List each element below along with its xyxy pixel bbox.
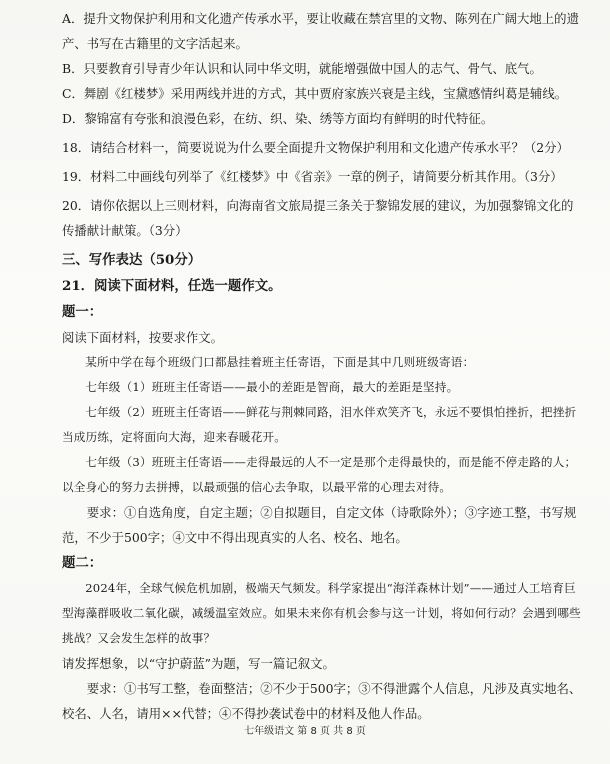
topic-1-motto-class-3: 七年级（3）班班主任寄语——走得最远的人不一定是那个走得最快的，而是能不停走路的人；以全身心的努力去拼搏，以最顽强的信心去争取，以最平常的心理去对待。 — [62, 455, 577, 494]
section-3-title: 三、写作表达（50分） — [62, 252, 202, 268]
topic-2-label: 题二： — [62, 555, 103, 571]
topic-1-motto-class-2: 七年级（2）班班主任寄语——鲜花与荆棘同路，泪水伴欢笑齐飞，永远不要惧怕挫折，把挫折当成历练，定将面向大海，迎来春暖花开。 — [62, 405, 577, 444]
question-18: 18．请结合材料一，简要说说为什么要全面提升文物保护利用和文化遗产传承水平？（2分） — [62, 140, 569, 155]
topic-1-intro: 阅读下面材料，按要求作文。 — [62, 330, 224, 345]
topic-2-requirements: 要求：①书写工整，卷面整洁；②不少于500字；③不得泄露个人信息，凡涉及真实地名、校名、人名，请用××代替；④不得抄袭试卷中的材料及他人作品。 — [62, 681, 582, 721]
question-21: 21．阅读下面材料，任选一题作文。 — [62, 278, 282, 294]
topic-2-prompt: 请发挥想象，以“守护蔚蓝”为题，写一篇记叙文。 — [62, 656, 335, 671]
topic-2-material: 2024年，全球气候危机加剧，极端天气频发。科学家提出“海洋森林计划”——通过人工培育巨型海藻群吸收二氧化碳，减缓温室效应。如果未来你有机会参与这一计划，将如何行动？会遇到哪些挑战？又会发生怎样的故事？ — [62, 581, 581, 645]
topic-1-material-intro: 某所中学在每个班级门口都悬挂着班主任寄语，下面是其中几则班级寄语： — [85, 355, 475, 369]
question-19: 19．材料二中画线句列举了《红楼梦》中《省亲》一章的例子，请简要分析其作用。（3分） — [62, 169, 563, 184]
option-b: B．只要教育引导青少年认识和认同中华文明，就能增强做中国人的志气、骨气、底气。 — [62, 61, 542, 76]
option-c: C．舞剧《红楼梦》采用两线并进的方式，其中贾府家族兴衰是主线，宝黛感情纠葛是辅线。 — [62, 86, 568, 101]
topic-1-motto-class-1: 七年级（1）班班主任寄语——最小的差距是智商，最大的差距是坚持。 — [85, 380, 459, 394]
option-a: A．提升文物保护利用和文化遗产传承水平，要让收藏在禁宫里的文物、陈列在广阔大地上的遗产、书写在古籍里的文字活起来。 — [62, 11, 579, 51]
topic-1-label: 题一： — [62, 304, 103, 320]
option-d: D．黎锦富有夸张和浪漫色彩，在纺、织、染、绣等方面均有鲜明的时代特征。 — [62, 111, 494, 126]
page-footer: 七年级语文 第 8 页 共 8 页 — [244, 726, 366, 737]
question-20: 20．请你依据以上三则材料，向海南省文旅局提三条关于黎锦发展的建议，为加强黎锦文化的传播献计献策。（3分） — [62, 198, 574, 238]
topic-1-requirements: 要求：①自选角度，自定主题；②自拟题目，自定文体（诗歌除外）；③字迹工整，书写规范，不少于500字；④文中不得出现真实的人名、校名、地名。 — [62, 505, 577, 545]
